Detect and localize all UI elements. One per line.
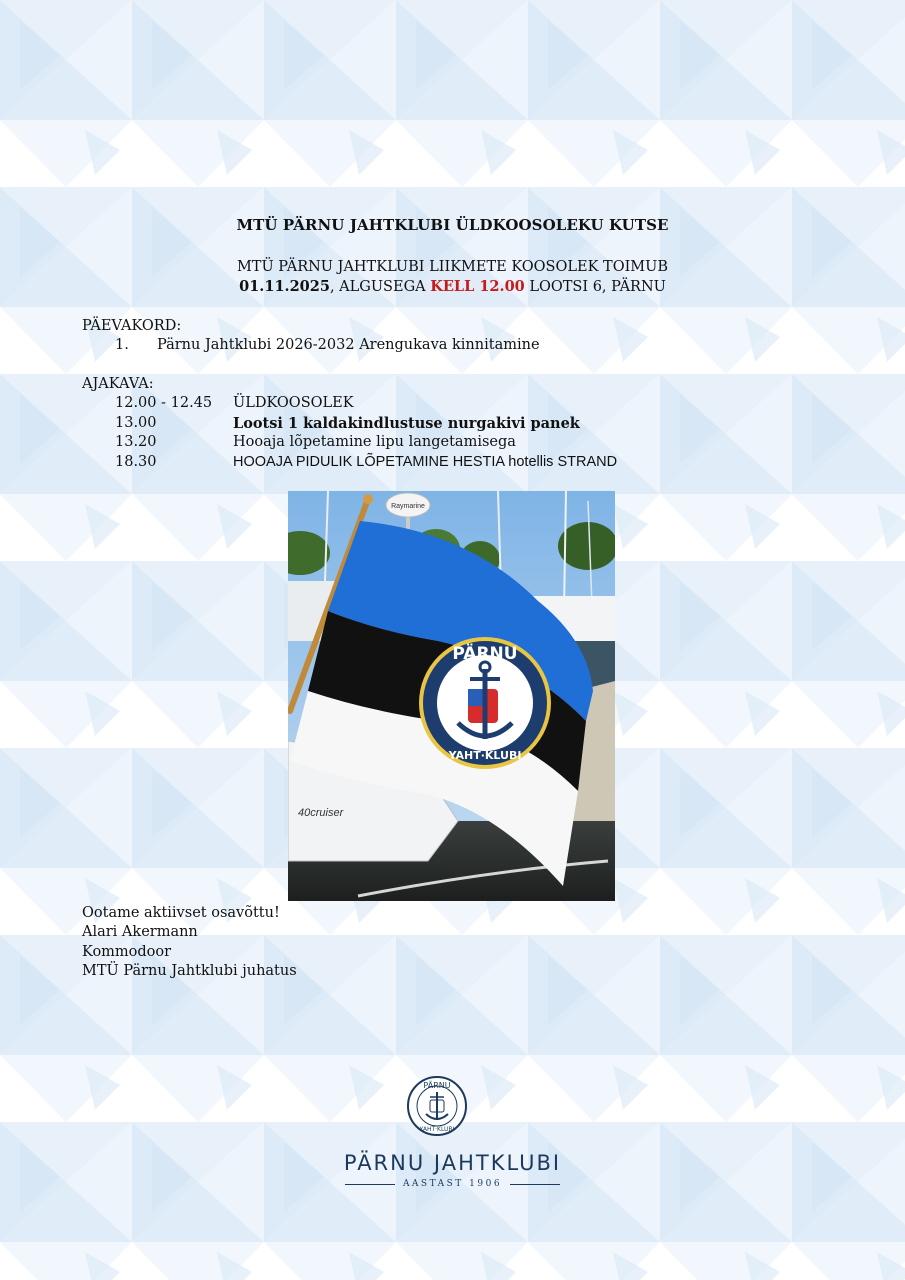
badge-bottom-text: YAHT·KLUBI	[448, 749, 522, 762]
schedule-time: 12.00 - 12.45	[115, 395, 213, 411]
agenda-item	[115, 337, 540, 353]
schedule-label: AJAKAVA:	[82, 376, 154, 392]
logo-subtitle: AASTAST 1906	[402, 1179, 503, 1189]
logo-name: PÄRNU JAHTKLUBI	[343, 1151, 562, 1175]
meeting-place: LOOTSI 6, PÄRNU	[524, 279, 666, 295]
agenda-item-number: 1.	[115, 337, 129, 353]
schedule-text: Lootsi 1 kaldakindlustuse nurgakivi panek	[233, 415, 580, 432]
schedule-text: HOOAJA PIDULIK LÕPETAMINE HESTIA hotellis STRAND	[233, 454, 618, 470]
meeting-time: KELL 12.00	[430, 278, 525, 295]
boat-label: 40cruiser	[298, 807, 344, 819]
badge-top-text: PÄRNU	[452, 644, 518, 664]
signer-organisation: MTÜ Pärnu Jahtklubi juhatus	[82, 963, 297, 979]
schedule-text: Hooaja lõpetamine lipu langetamisega	[233, 434, 516, 450]
signer-title: Kommodoor	[82, 944, 172, 960]
meeting-announcement: MTÜ PÄRNU JAHTKLUBI LIIKMETE KOOSOLEK TOIMUB	[236, 259, 669, 275]
flag-photo	[288, 491, 615, 901]
club-logo	[300, 1064, 605, 1154]
logo-rule-right	[510, 1184, 560, 1185]
radar-label: Raymarine	[391, 503, 425, 510]
schedule-text: ÜLDKOOSOLEK	[233, 395, 354, 411]
agenda-label: PÄEVAKORD:	[82, 318, 182, 334]
signer-name: Alari Akermann	[82, 924, 198, 940]
closing-line: Ootame aktiivset osavõttu!	[82, 905, 280, 921]
page-title: MTÜ PÄRNU JAHTKLUBI ÜLDKOOSOLEKU KUTSE	[236, 216, 669, 234]
agenda-item-text: Pärnu Jahtklubi 2026-2032 Arengukava kinnitamine	[157, 337, 540, 353]
schedule-time: 13.20	[115, 434, 157, 450]
logo-badge-top: PÄRNU	[423, 1081, 451, 1090]
logo-badge-bottom: YAHT·KLUBI	[419, 1126, 455, 1133]
schedule-time: 18.30	[115, 454, 157, 470]
meeting-date: 01.11.2025	[239, 278, 330, 295]
meeting-date-place	[0, 278, 905, 295]
schedule-time: 13.00	[115, 415, 157, 431]
meeting-start-text: , ALGUSEGA	[329, 279, 431, 295]
